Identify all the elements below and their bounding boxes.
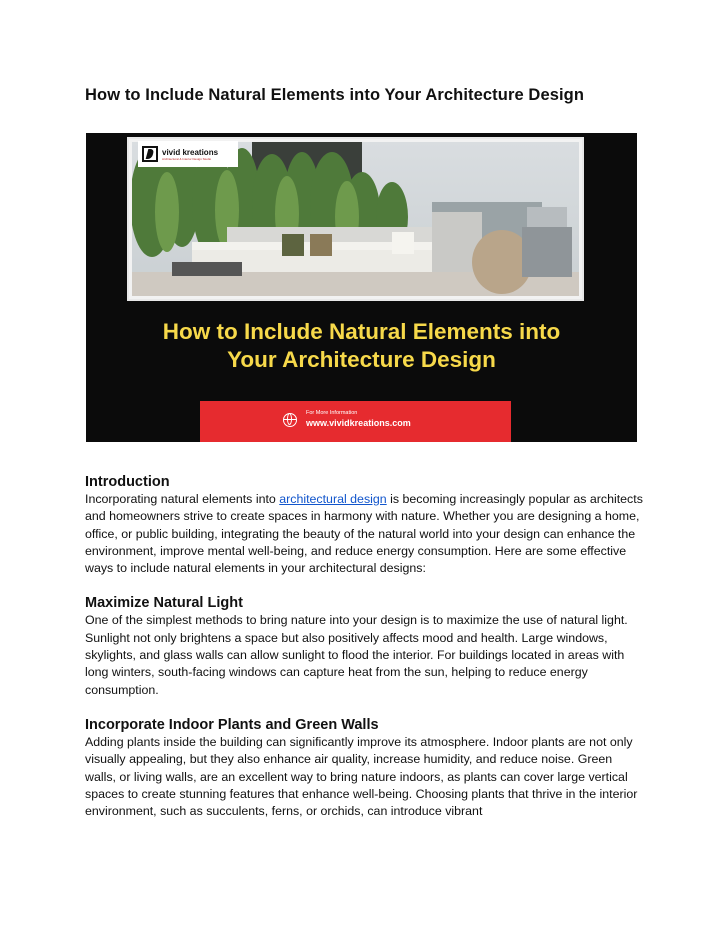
- section-paragraph: Adding plants inside the building can significantly improve its atmosphere. Indoor plants are not only visually appealing, but they also enhance air quality, increase humidity, and reduce noise. Green walls, or living walls, are an excellent way to bring nature indoors, as plants can cover large vertical spaces to create stunning features that enhance well-being. Choosing plants that thrive in the interior environment, such as succulents, ferns, or orchids, can introduce vibrant: [85, 734, 638, 819]
- contact-bar: [200, 401, 511, 442]
- section-paragraph: One of the simplest methods to bring nature into your design is to maximize the use of natural light. Sunlight not only brightens a space but also positively affects mood and health. Large windows, skylights, and glass walls can allow sunlight to flood the interior. For buildings located in areas with long winters, south-facing windows can capture heat from the sun, helping to reduce energy consumption.: [85, 613, 628, 697]
- banner-heading: [86, 318, 637, 374]
- section-natural-light: [85, 594, 645, 698]
- intro-text-start: Incorporating natural elements into: [85, 492, 280, 506]
- intro-text-end: is becoming increasingly popular as architects and homeowners strive to create spaces in harmony with nature. Whether you are designing a home, office, or public building, integrating the beauty of the natural world into your design can enhance the environment, improve mental well-being, and reduce energy consumption. Here are some effective ways to include natural elements in your architectural designs:: [85, 492, 643, 576]
- architectural-design-link[interactable]: architectural design: [279, 492, 387, 506]
- info-label: For More Information: [306, 410, 358, 416]
- page-title: How to Include Natural Elements into Your Architecture Design: [85, 86, 585, 104]
- article-body: [85, 473, 645, 837]
- section-indoor-plants: [85, 716, 645, 820]
- banner-heading-line-2: Your Architecture Design: [227, 347, 496, 372]
- article-banner-image: [86, 133, 637, 442]
- banner-heading-line-1: How to Include Natural Elements into: [162, 319, 561, 344]
- section-heading: Incorporate Indoor Plants and Green Walls: [85, 716, 379, 733]
- website-url: www.vividkreations.com: [306, 418, 411, 428]
- logo-mark-icon: [142, 146, 158, 162]
- section-heading: Introduction: [85, 474, 170, 490]
- section-introduction: [85, 473, 645, 577]
- brand-name: vivid kreations: [162, 147, 219, 157]
- brand-logo: [138, 141, 238, 167]
- section-heading: Maximize Natural Light: [85, 595, 243, 612]
- globe-icon: [283, 413, 297, 427]
- brand-tagline: Architectural & Interior Design Studio: [162, 156, 212, 161]
- section-paragraph: [85, 491, 645, 577]
